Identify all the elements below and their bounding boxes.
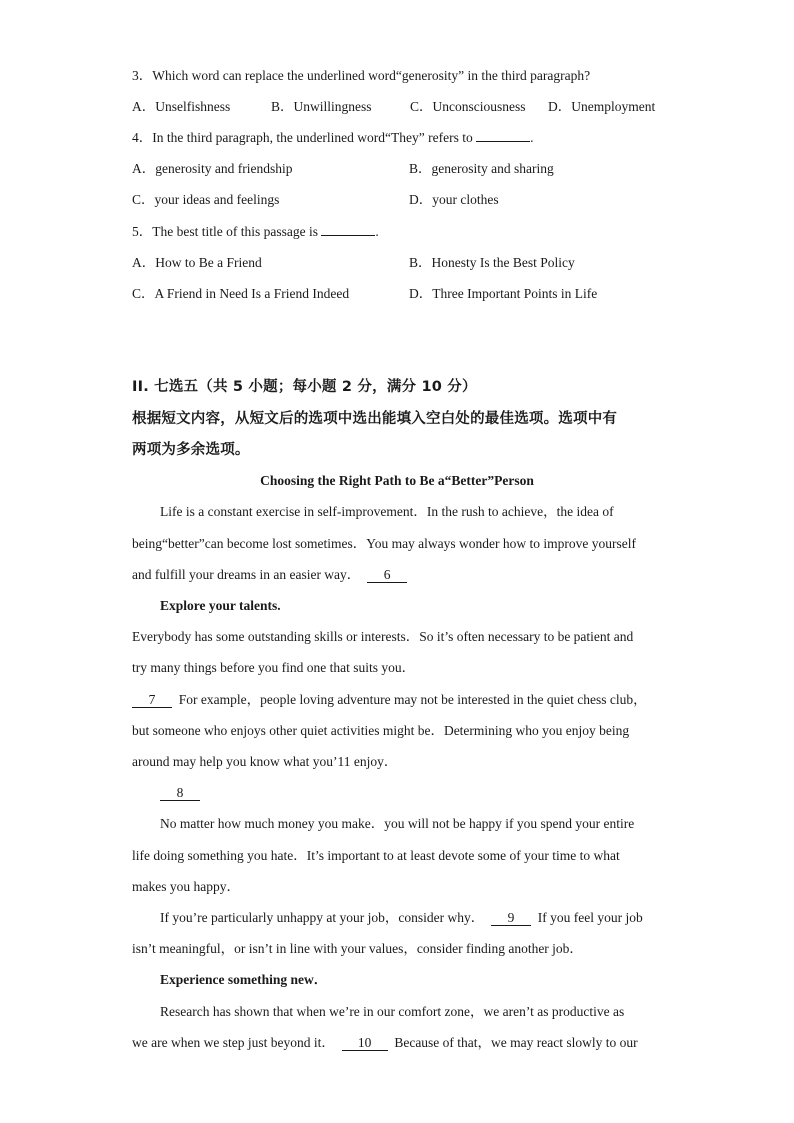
blank-9: 9 (491, 911, 531, 926)
q4-option-b: B．generosity and sharing (409, 161, 554, 176)
q5-stem (132, 223, 379, 241)
p1-line2: being“better”can become lost sometimes．You may always wonder how to improve yourself (132, 536, 637, 551)
p4-line3: makes you happy． (132, 879, 240, 894)
q4-stem-end: . (530, 130, 534, 145)
passage-title: Choosing the Right Path to Be a“Better”Person (260, 473, 534, 488)
p5-line1 (160, 909, 643, 927)
q4-answer-blank (476, 141, 530, 142)
p3-line1-text: For example，people loving adventure may not be interested in the quiet chess club， (178, 692, 647, 707)
q5-option-a: A．How to Be a Friend (132, 255, 262, 270)
q4-option-a: A．generosity and friendship (132, 161, 293, 176)
section-instruction-line1: 根据短文内容，从短文后的选项中选出能填入空白处的最佳选项。选项中有 (132, 411, 618, 427)
p5-line2: isn’t meaningful，or isn’t in line with your values，consider finding another job． (132, 941, 583, 956)
section-heading: II. 七选五（共 5 小题；每小题 2 分，满分 10 分） (132, 379, 477, 395)
q4-option-d: D．your clothes (409, 192, 499, 207)
p2-line1: Everybody has some outstanding skills or interests．So it’s often necessary to be patient and (132, 629, 634, 644)
q4-stem-text: 4．In the third paragraph, the underlined word“They” refers to (132, 130, 473, 145)
q5-stem-end: . (375, 224, 379, 239)
subheading-explore-talents: Explore your talents. (160, 598, 281, 613)
p3-line3: around may help you know what you’11 enjoy． (132, 754, 398, 769)
p6-line2 (132, 1034, 638, 1052)
q3-option-c: C．Unconsciousness (410, 99, 526, 114)
p6-line1: Research has shown that when we’re in our comfort zone，we aren’t as productive as (160, 1004, 625, 1019)
p3-line2: but someone who enjoys other quiet activities might be．Determining who you enjoy being (132, 723, 630, 738)
p4-line1: No matter how much money you make．you will not be happy if you spend your entire (160, 816, 635, 831)
q4-stem (132, 129, 534, 147)
blank-8-line (160, 784, 200, 802)
p4-line2: life doing something you hate．It’s important to at least devote some of your time to what (132, 848, 620, 863)
blank-7: 7 (132, 693, 172, 708)
p6-line2-text-b: Because of that，we may react slowly to our (394, 1035, 638, 1050)
p5-line1-text-b: If you feel your job (537, 910, 643, 925)
q4-option-c: C．your ideas and feelings (132, 192, 280, 207)
q3-option-a: A．Unselfishness (132, 99, 231, 114)
p1-line3 (132, 566, 407, 584)
blank-8: 8 (160, 786, 200, 801)
q5-option-b: B．Honesty Is the Best Policy (409, 255, 575, 270)
blank-6: 6 (367, 568, 407, 583)
q5-option-d: D．Three Important Points in Life (409, 286, 598, 301)
q5-stem-text: 5．The best title of this passage is (132, 224, 318, 239)
q3-option-b: B．Unwillingness (271, 99, 372, 114)
blank-10: 10 (342, 1036, 388, 1051)
p6-line2-text-a: we are when we step just beyond it． (132, 1035, 335, 1050)
q3-stem: 3．Which word can replace the underlined word“generosity” in the third paragraph? (132, 68, 591, 83)
p1-line3-text: and fulfill your dreams in an easier way． (132, 567, 361, 582)
section-instruction-line2: 两项为多余选项。 (132, 442, 250, 458)
p3-line1 (132, 691, 647, 709)
p2-line2: try many things before you find one that suits you． (132, 660, 416, 675)
p1-line1: Life is a constant exercise in self-improvement．In the rush to achieve，the idea of (160, 504, 614, 519)
q5-option-c: C．A Friend in Need Is a Friend Indeed (132, 286, 350, 301)
q5-answer-blank (321, 235, 375, 236)
q3-option-d: D．Unemployment (548, 99, 656, 114)
p5-line1-text-a: If you’re particularly unhappy at your job，consider why． (160, 910, 485, 925)
subheading-experience-new: Experience something new． (160, 972, 328, 987)
